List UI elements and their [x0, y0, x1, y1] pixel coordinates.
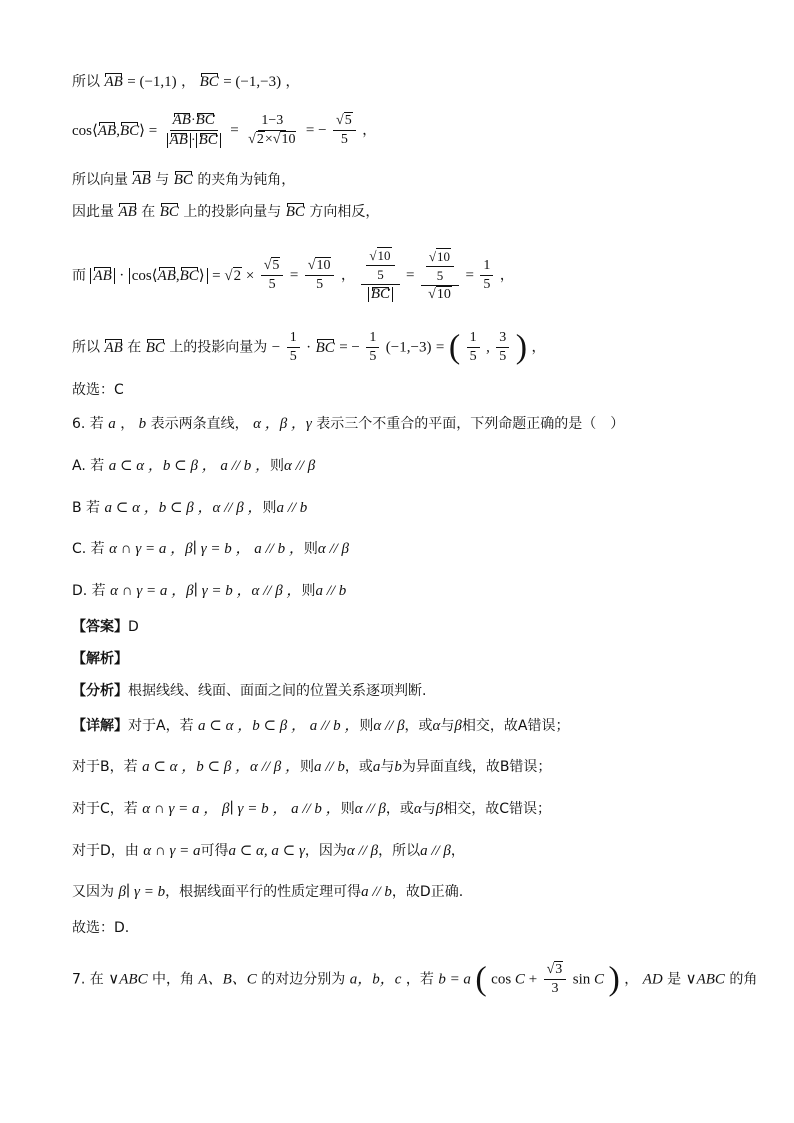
text: ，或	[344, 759, 373, 775]
text: 则	[270, 458, 285, 474]
text: 与	[155, 172, 170, 188]
text: 在	[141, 204, 156, 220]
math-detail: a // b	[313, 759, 345, 775]
text: 中，角	[152, 971, 195, 988]
math-eq: =	[230, 122, 239, 139]
text: 所以向量	[72, 172, 128, 188]
math-detail: α ∩ γ = a	[143, 843, 201, 859]
option-c	[72, 539, 349, 559]
math-detail: α // β	[346, 843, 379, 859]
fenxi-label: 【分析】	[72, 683, 128, 699]
text: C. 若	[72, 541, 105, 557]
math-detail: a ⊂ α ，b ⊂ β ，α // β ，	[142, 759, 300, 775]
var-a: a	[108, 416, 116, 432]
text: ，因为	[304, 843, 347, 859]
question-7	[72, 962, 757, 997]
solution-line-vectors	[72, 72, 300, 92]
text: 上的投影向量与	[183, 204, 282, 220]
text: ，故D正确.	[391, 884, 464, 900]
math-option: α // β	[317, 541, 350, 557]
math-eq: =	[465, 267, 474, 284]
text: ，或	[404, 718, 433, 734]
text: ，	[340, 267, 355, 284]
math-option: α ∩ γ = a ，β∣ γ = b ，α // β ，	[110, 583, 302, 599]
text: 与	[380, 759, 395, 775]
math-option: α // β	[284, 458, 316, 474]
text: 表示两条直线，	[150, 416, 249, 432]
math-detail: α // β	[354, 801, 386, 817]
vector-ab: AB	[132, 172, 151, 188]
fenxi-text: 根据线线、线面、面面之间的位置关系逐项判断.	[128, 683, 427, 699]
option-b	[72, 498, 307, 518]
text: 上的投影向量为	[169, 339, 268, 356]
text: 相交，故C错误；	[443, 801, 552, 817]
math-detail: a ⊂ α, a ⊂ γ	[228, 843, 305, 859]
math-detail: a	[372, 759, 381, 775]
paren-left: (	[448, 328, 461, 366]
text: ，	[285, 74, 300, 90]
fenxi-line	[72, 681, 426, 701]
detail-b	[72, 757, 551, 777]
text: 方向相反，	[309, 204, 380, 220]
math-eq: =	[305, 122, 319, 139]
vector-ab: AB	[118, 204, 137, 220]
text: ，	[624, 971, 639, 988]
text: 对于B，若	[72, 759, 138, 775]
math-detail: b	[394, 759, 402, 775]
text: 是	[667, 971, 682, 988]
xiangjie-label: 【详解】	[72, 718, 128, 734]
bc-value: (−1,−3)	[385, 339, 432, 356]
solution-line-cos	[72, 112, 376, 149]
vector-bc: BC	[173, 172, 193, 188]
text: 与	[421, 801, 436, 817]
text: 的对边分别为	[261, 971, 346, 988]
text: 在	[127, 339, 142, 356]
dot: ·	[119, 267, 125, 284]
vector-bc: BC	[315, 339, 335, 356]
text: 而	[72, 267, 86, 284]
text: ，	[531, 339, 546, 356]
math-eq: =	[289, 267, 299, 284]
text: B 若	[72, 500, 101, 516]
text: 故选：D.	[72, 920, 130, 936]
one-fifth: $\frac{1}{5}$	[480, 258, 493, 293]
solution-line-opposite	[72, 202, 379, 222]
cos-c: cos C +	[491, 971, 538, 988]
vector-bc: BC	[145, 339, 165, 356]
final-choice	[72, 918, 129, 938]
text: D. 若	[72, 583, 106, 599]
sqrt10-over-5: $\frac{√10}{5}$	[305, 258, 335, 293]
var-b: b	[138, 416, 147, 432]
detail-a	[72, 716, 569, 736]
text: ，所以	[378, 843, 421, 859]
text: 为异面直线，故B错误；	[401, 759, 552, 775]
text: 则	[359, 718, 374, 734]
choice-line	[72, 380, 124, 400]
paren-right: )	[608, 960, 620, 998]
math-detail: a // b	[361, 884, 392, 900]
sqrt3-over-3: $\frac{√3}{3}$	[544, 962, 567, 997]
math-eq: = −	[339, 339, 360, 356]
text: 故选：C	[72, 382, 124, 398]
text: 所以	[72, 74, 100, 90]
option-a	[72, 456, 315, 476]
one-fifth: $\frac{1}{5}$	[366, 330, 379, 365]
math-option: α ∩ γ = a ，β∣ γ = b ， a // b ，	[109, 541, 304, 557]
text: ，	[499, 267, 514, 284]
math-detail: α	[432, 718, 441, 734]
triangle-abc: ∨ABC	[108, 971, 148, 988]
text: ，若	[405, 971, 434, 988]
text: 7. 在	[72, 971, 104, 988]
text: 对于C，若	[72, 801, 138, 817]
detail-d	[72, 841, 465, 861]
text: 因此量	[72, 204, 114, 220]
math-option: a ⊂ α ，b ⊂ β ，α // β ，	[104, 500, 263, 516]
text: 对于D，由	[72, 843, 139, 859]
math-detail: a ⊂ α ，b ⊂ β ， a // b ，	[198, 718, 360, 734]
abs-ab: AB	[90, 268, 114, 284]
abs-cos: cos⟨AB,BC⟩	[129, 268, 208, 284]
minus-sign: −	[271, 339, 281, 356]
question-6	[72, 414, 624, 434]
math-detail: β∣ γ = b	[118, 884, 166, 900]
comma: ,	[486, 339, 490, 356]
math-option: a // b	[276, 500, 308, 516]
analysis-heading	[72, 649, 128, 669]
math-eq: =	[127, 74, 140, 90]
analysis-label: 【解析】	[72, 651, 128, 667]
math-detail: β	[454, 718, 462, 734]
text: 则	[303, 541, 318, 557]
solution-line-magnitude	[72, 248, 514, 303]
text: A. 若	[72, 458, 105, 474]
vector-ab: AB	[104, 339, 123, 356]
text: ，或	[385, 801, 414, 817]
triangle-abc: ∨ABC	[685, 971, 725, 988]
option-d	[72, 581, 346, 601]
paren-left: (	[475, 960, 487, 998]
text: 的角	[729, 971, 758, 988]
text: 与	[440, 718, 455, 734]
ratio-fraction-2: $\frac{\frac{√10}{5}}{√10}$	[421, 249, 459, 303]
sin-c: sin C	[572, 971, 605, 988]
text: 相交，故A错误；	[461, 718, 570, 734]
ab-value: (−1,1)	[139, 74, 177, 90]
solution-line-projection	[72, 330, 546, 365]
math-eq: = √2 ×	[212, 267, 255, 284]
math-eq: =	[223, 74, 236, 90]
bc-value: (−1,−3)	[235, 74, 282, 90]
math-option: a // b	[315, 583, 347, 599]
vector-bc: BC	[285, 204, 305, 220]
segment-ad: AD	[642, 971, 663, 988]
cos-fraction: $\frac{AB\cdot BC}{AB \cdot BC}$	[164, 112, 224, 149]
sqrt5-over-5: $\frac{√5}{5}$	[333, 113, 356, 148]
math-detail: α	[413, 801, 422, 817]
text: ，	[181, 74, 196, 90]
text: ，根据线面平行的性质定理可得	[165, 884, 362, 900]
text: 可得	[200, 843, 229, 859]
text: 则	[299, 759, 314, 775]
math-detail: a // β	[420, 843, 451, 859]
one-fifth: $\frac{1}{5}$	[287, 330, 300, 365]
text: 的夹角为钝角，	[197, 172, 296, 188]
vector-bc: BC	[159, 204, 179, 220]
solution-line-obtuse	[72, 170, 295, 190]
text: 则	[340, 801, 355, 817]
text: ，	[362, 122, 377, 139]
angles: A、B、C	[198, 971, 257, 988]
text: 6. 若	[72, 416, 104, 432]
text: 又因为	[72, 884, 114, 900]
vector-ab: AB	[104, 74, 123, 90]
ratio-fraction: $\frac{\frac{√10}{5}}{BC}$	[361, 248, 399, 303]
detail-c	[72, 799, 551, 819]
math-eq: b = a	[438, 971, 471, 988]
detail-e	[72, 882, 463, 902]
cos-expr: cos⟨AB,BC⟩ =	[72, 122, 158, 139]
math-eq: =	[435, 339, 445, 356]
answer-label: 【答案】	[72, 619, 128, 635]
sqrt5-over-5: $\frac{√5}{5}$	[261, 258, 284, 293]
math-eq: =	[405, 267, 415, 284]
text: ，	[450, 843, 465, 859]
text: 则	[301, 583, 316, 599]
minus-sign: −	[318, 122, 327, 139]
vector-bc: BC	[199, 74, 219, 90]
text: ，	[120, 416, 135, 432]
one-fifth: $\frac{1}{5}$	[467, 330, 480, 365]
var-planes: α ，β ，γ	[253, 416, 312, 432]
answer-line	[72, 617, 139, 637]
three-fifths: $\frac{3}{5}$	[496, 330, 509, 365]
paren-right: )	[515, 328, 528, 366]
cos-value-fraction: $\frac{1-3}{√2\times√10}$	[248, 113, 296, 147]
text: 表示三个不重合的平面，下列命题正确的是（ ）	[316, 416, 625, 432]
text: 所以	[72, 339, 100, 356]
math-option: a ⊂ α ，b ⊂ β ， a // b ，	[108, 458, 271, 474]
math-detail: α // β	[373, 718, 405, 734]
text: 则	[262, 500, 277, 516]
math-detail: α ∩ γ = a ， β∣ γ = b ， a // b ，	[142, 801, 341, 817]
math-detail: β	[435, 801, 444, 817]
text: 对于A，若	[128, 718, 194, 734]
dot: ·	[306, 339, 312, 356]
answer-value: D	[128, 619, 139, 635]
sides: a，b，c	[349, 971, 402, 988]
